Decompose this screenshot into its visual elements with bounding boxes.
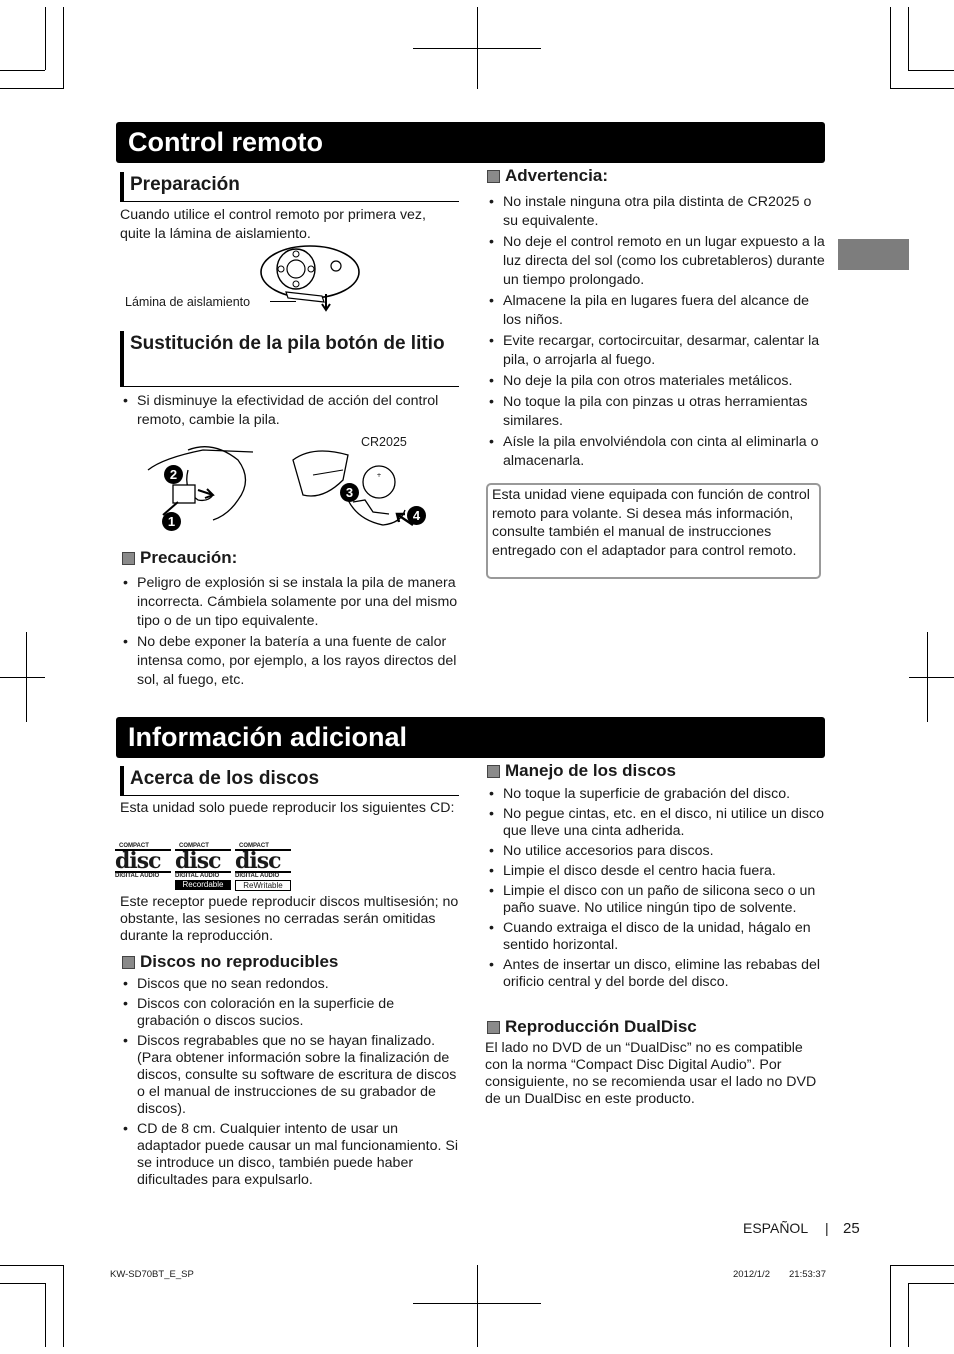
list-item: • No toque la pila con pinzas u otras herramientas similares. [486,393,826,431]
crop-mark [0,70,45,71]
remote-insulation-illustration [250,242,365,314]
crop-mark [45,7,46,70]
multisession-text: Este receptor puede reproducir discos multisesión; no obstante, las sesiones no cerradas serán omitidas durante la reproducción. [120,894,459,944]
svg-text:+: + [376,472,382,479]
list-item: • Cuando extraiga el disco de la unidad, hágalo en sentido horizontal. [486,920,826,954]
logo-disc-text: disc [235,849,291,873]
logo-top-text: COMPACT [179,843,209,849]
list-item: • No debe exponer la batería a una fuente de calor intensa como, por ejemplo, a los rayos directos del sol, al fuego, etc. [120,633,460,690]
logo-badge: ReWritable [235,880,291,891]
page-number: 25 [843,1220,860,1237]
list-item: • Antes de insertar un disco, elimine las rebabas del orificio central y del borde del disco. [486,957,826,991]
dualdisc-text: El lado no DVD de un “DualDisc” no es compatible con la norma “Compact Disc Digital Audio”. Por consiguiente, no se recomienda usar el lado no DVD de un DualDisc en este producto. [485,1040,817,1107]
heading-discos-no-reproducibles [122,952,338,972]
label-leader-line [270,301,296,302]
battery-replacement-illustration [143,440,443,540]
no-reproducibles-bullets [120,976,460,1192]
heading-text: Reproducción DualDisc [505,1017,697,1036]
crop-mark [63,1265,64,1347]
heading-precaucion [122,548,237,568]
logo-bottom-text: DIGITAL AUDIO [115,873,160,879]
crop-mark [890,1265,954,1266]
logo-top-text: COMPACT [119,843,149,849]
section-banner-informacion-adicional: Información adicional [116,717,825,758]
logo-bottom-text: DIGITAL AUDIO [235,873,280,879]
heading-preparacion: Preparación [120,172,459,202]
precaucion-bullets [120,574,460,692]
crop-mark [63,7,64,89]
crop-mark [908,7,909,70]
heading-text: Precaución: [140,548,238,567]
logo-bottom-text: DIGITAL AUDIO [175,873,220,879]
footer-date: 2012/1/2 [733,1269,770,1280]
heading-reproduccion-dualdisc [487,1017,697,1037]
list-item: • No deje el control remoto en un lugar expuesto a la luz directa del sol (como los cubretableros) durante un tiempo prolongado. [486,233,826,290]
heading-advertencia [487,166,608,186]
compact-disc-recordable-logo [175,843,231,889]
section-banner-control-remoto: Control remoto [116,122,825,163]
footer-separator: | [825,1220,829,1236]
crop-mark [890,1265,891,1347]
heading-text: Advertencia: [505,166,608,185]
crop-mark [0,1283,45,1284]
step-number-1: 1 [162,512,181,531]
crop-mark [908,1283,954,1284]
square-bullet-icon [122,956,135,969]
heading-text: Discos no reproducibles [140,952,339,971]
step-number-2: 2 [164,465,183,484]
logo-disc-text: disc [115,849,171,873]
square-bullet-icon [487,170,500,183]
list-item: • Evite recargar, cortocircuitar, desarmar, calentar la pila, o arrojarla al fuego. [486,332,826,370]
square-bullet-icon [487,765,500,778]
crop-mark [890,7,891,89]
crop-mark [909,677,954,678]
list-item: • Limpie el disco desde el centro hacia fuera. [486,863,826,880]
insulation-sheet-label: Lámina de aislamiento [125,295,251,309]
footer-time: 21:53:37 [789,1269,826,1280]
list-item: • Aísle la pila envolviéndola con cinta al eliminarla o almacenarla. [486,433,826,471]
section-tab-marker [838,239,909,270]
square-bullet-icon [487,1021,500,1034]
crop-mark [413,48,541,49]
list-item: • No instale ninguna otra pila distinta de CR2025 o su equivalente. [486,193,826,231]
preparacion-text: Cuando utilice el control remoto por primera vez, quite la lámina de aislamiento. [120,207,426,242]
list-item: • No utilice accesorios para discos. [486,843,826,860]
crop-mark [890,88,954,89]
heading-acerca-discos: Acerca de los discos [120,766,459,796]
logo-disc-text: disc [175,849,231,873]
list-item: • CD de 8 cm. Cualquier intento de usar un adaptador puede causar un mal funcionamiento. Si se introduce un disco, también puede haber dificultades para expulsarlo. [120,1121,460,1189]
steering-remote-note: Esta unidad viene equipada con función de control remoto para volante. Si desea más información, consulte también el manual de instrucciones entregado con el adaptador para control remoto. [486,483,821,579]
heading-manejo-discos [487,761,676,781]
crop-mark [45,1283,46,1347]
step-number-4: 4 [407,506,426,525]
list-item: • No toque la superficie de grabación del disco. [486,786,826,803]
advertencia-bullets [486,193,826,473]
crop-mark [477,1265,478,1347]
battery-type-label: CR2025 [361,435,407,449]
square-bullet-icon [122,552,135,565]
list-item: • Limpie el disco con un paño de silicona seco o un paño suave. No utilice ningún tipo de solvente. [486,883,826,917]
manejo-bullets [486,786,826,994]
heading-text: Manejo de los discos [505,761,676,780]
compact-disc-logo [115,843,171,879]
list-item: • Discos con coloración en la superficie de grabación o discos sucios. [120,996,460,1030]
list-item: • No deje la pila con otros materiales metálicos. [486,372,826,391]
logo-badge: Recordable [175,880,231,890]
footer-language: ESPAÑOL [743,1220,809,1236]
crop-mark [908,1283,909,1347]
list-item: • Discos regrabables que no se hayan finalizado. (Para obtener información sobre la finalización de discos, consulte su software de escritura de discos o el manual de instrucciones de su grabador de discos). [120,1033,460,1118]
step-number-3: 3 [340,483,359,502]
list-item: • Almacene la pila en lugares fuera del alcance de los niños. [486,292,826,330]
crop-mark [0,88,63,89]
list-item: • No pegue cintas, etc. en el disco, ni utilice un disco que lleve una cinta adherida. [486,806,826,840]
list-item: • Peligro de explosión si se instala la pila de manera incorrecta. Cámbiela solamente por una del mismo tipo o de un tipo equivalente. [120,574,460,631]
list-item: • Discos que no sean redondos. [120,976,460,993]
crop-mark [413,1303,541,1304]
footer-model-code: KW-SD70BT_E_SP [110,1269,194,1280]
heading-sustitucion-pila: Sustitución de la pila botón de litio [120,331,459,387]
discos-intro: Esta unidad solo puede reproducir los siguientes CD: [120,800,455,816]
sustitucion-bullets [120,392,460,432]
crop-mark [908,70,954,71]
list-item: • Si disminuye la efectividad de acción del control remoto, cambie la pila. [120,392,460,430]
logo-top-text: COMPACT [239,843,269,849]
crop-mark [0,1265,63,1266]
crop-mark [0,677,45,678]
compact-disc-rewritable-logo [235,843,291,889]
